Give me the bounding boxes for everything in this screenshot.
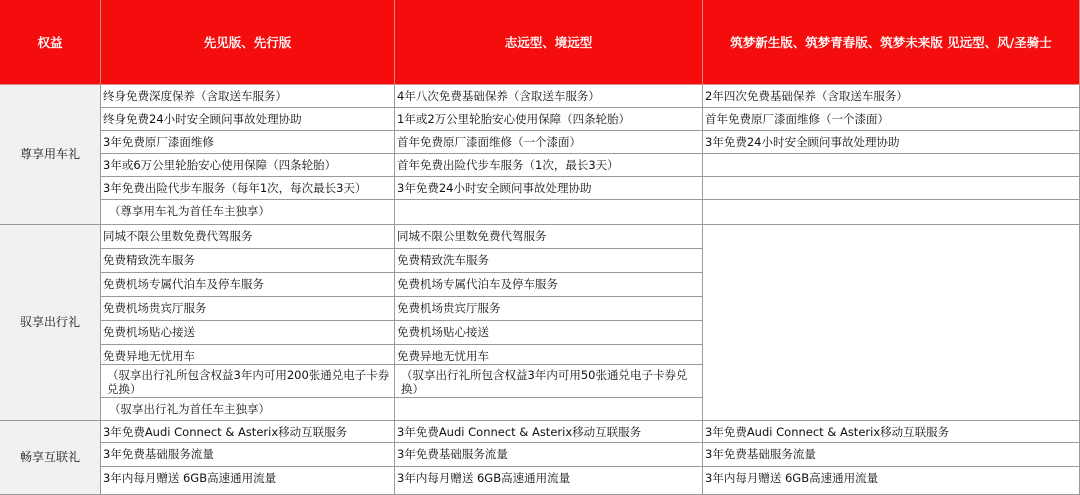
list-item: 3年免费Audi Connect & Asterix移动互联服务 xyxy=(395,421,703,443)
list-item: 3年免费基础服务流量 xyxy=(703,443,1080,467)
category-cell: 畅享互联礼 xyxy=(0,421,101,495)
list-item: 终身免费深度保养（含取送车服务） xyxy=(101,85,395,108)
list-item: 3年免费24小时安全顾问事故处理协助 xyxy=(703,131,1080,154)
category-cell: 尊享用车礼 xyxy=(0,85,101,225)
header-rights: 权益 xyxy=(0,0,101,85)
list-item: 首年免费出险代步车服务（1次，最长3天） xyxy=(395,154,703,177)
list-item: 3年免费基础服务流量 xyxy=(395,443,703,467)
header-col-c: 筑梦新生版、筑梦青春版、筑梦未来版 见远型、风/圣骑士 xyxy=(703,0,1080,85)
list-item: 免费机场贵宾厅服务 xyxy=(101,297,395,321)
list-item: 首年免费原厂漆面维修（一个漆面） xyxy=(395,131,703,154)
list-item: 免费精致洗车服务 xyxy=(101,249,395,273)
empty-cell xyxy=(703,225,1080,421)
list-item: 3年或6万公里轮胎安心使用保障（四条轮胎） xyxy=(101,154,395,177)
category-cell: 驭享出行礼 xyxy=(0,225,101,421)
list-item: 免费异地无忧用车 xyxy=(101,345,395,365)
list-item: 免费机场专属代泊车及停车服务 xyxy=(101,273,395,297)
list-item: 2年四次免费基础保养（含取送车服务） xyxy=(703,85,1080,108)
list-item: 终身免费24小时安全顾问事故处理协助 xyxy=(101,108,395,131)
list-item: 免费机场贵宾厅服务 xyxy=(395,297,703,321)
list-item: （尊享用车礼为首任车主独享） xyxy=(101,200,395,225)
list-item: 免费机场贴心接送 xyxy=(101,321,395,345)
list-item: 同城不限公里数免费代驾服务 xyxy=(395,225,703,249)
list-item: 3年内每月赠送 6GB高速通用流量 xyxy=(101,467,395,495)
list-item: 3年免费Audi Connect & Asterix移动互联服务 xyxy=(101,421,395,443)
header-col-b: 志远型、境远型 xyxy=(395,0,703,85)
list-item: 3年内每月赠送 6GB高速通用流量 xyxy=(395,467,703,495)
empty-cell xyxy=(703,200,1080,225)
list-item: （驭享出行礼所包含权益3年内可用50张通兑电子卡券兑换） xyxy=(395,365,703,398)
list-item: （驭享出行礼为首任车主独享） xyxy=(101,398,395,421)
list-item: 免费机场贴心接送 xyxy=(395,321,703,345)
list-item: 首年免费原厂漆面维修（一个漆面） xyxy=(703,108,1080,131)
list-item: （驭享出行礼所包含权益3年内可用200张通兑电子卡券兑换） xyxy=(101,365,395,398)
list-item: 4年八次免费基础保养（含取送车服务） xyxy=(395,85,703,108)
list-item: 3年免费原厂漆面维修 xyxy=(101,131,395,154)
list-item: 免费异地无忧用车 xyxy=(395,345,703,365)
empty-cell xyxy=(703,177,1080,200)
list-item: 免费精致洗车服务 xyxy=(395,249,703,273)
list-item: 同城不限公里数免费代驾服务 xyxy=(101,225,395,249)
list-item: 3年免费出险代步车服务（每年1次，每次最长3天） xyxy=(101,177,395,200)
list-item: 1年或2万公里轮胎安心使用保障（四条轮胎） xyxy=(395,108,703,131)
list-item: 3年免费Audi Connect & Asterix移动互联服务 xyxy=(703,421,1080,443)
list-item: 3年免费基础服务流量 xyxy=(101,443,395,467)
empty-cell xyxy=(703,154,1080,177)
list-item: 免费机场专属代泊车及停车服务 xyxy=(395,273,703,297)
list-item: 3年内每月赠送 6GB高速通用流量 xyxy=(703,467,1080,495)
header-col-a: 先见版、先行版 xyxy=(101,0,395,85)
empty-cell xyxy=(395,398,703,421)
empty-cell xyxy=(395,200,703,225)
list-item: 3年免费24小时安全顾问事故处理协助 xyxy=(395,177,703,200)
